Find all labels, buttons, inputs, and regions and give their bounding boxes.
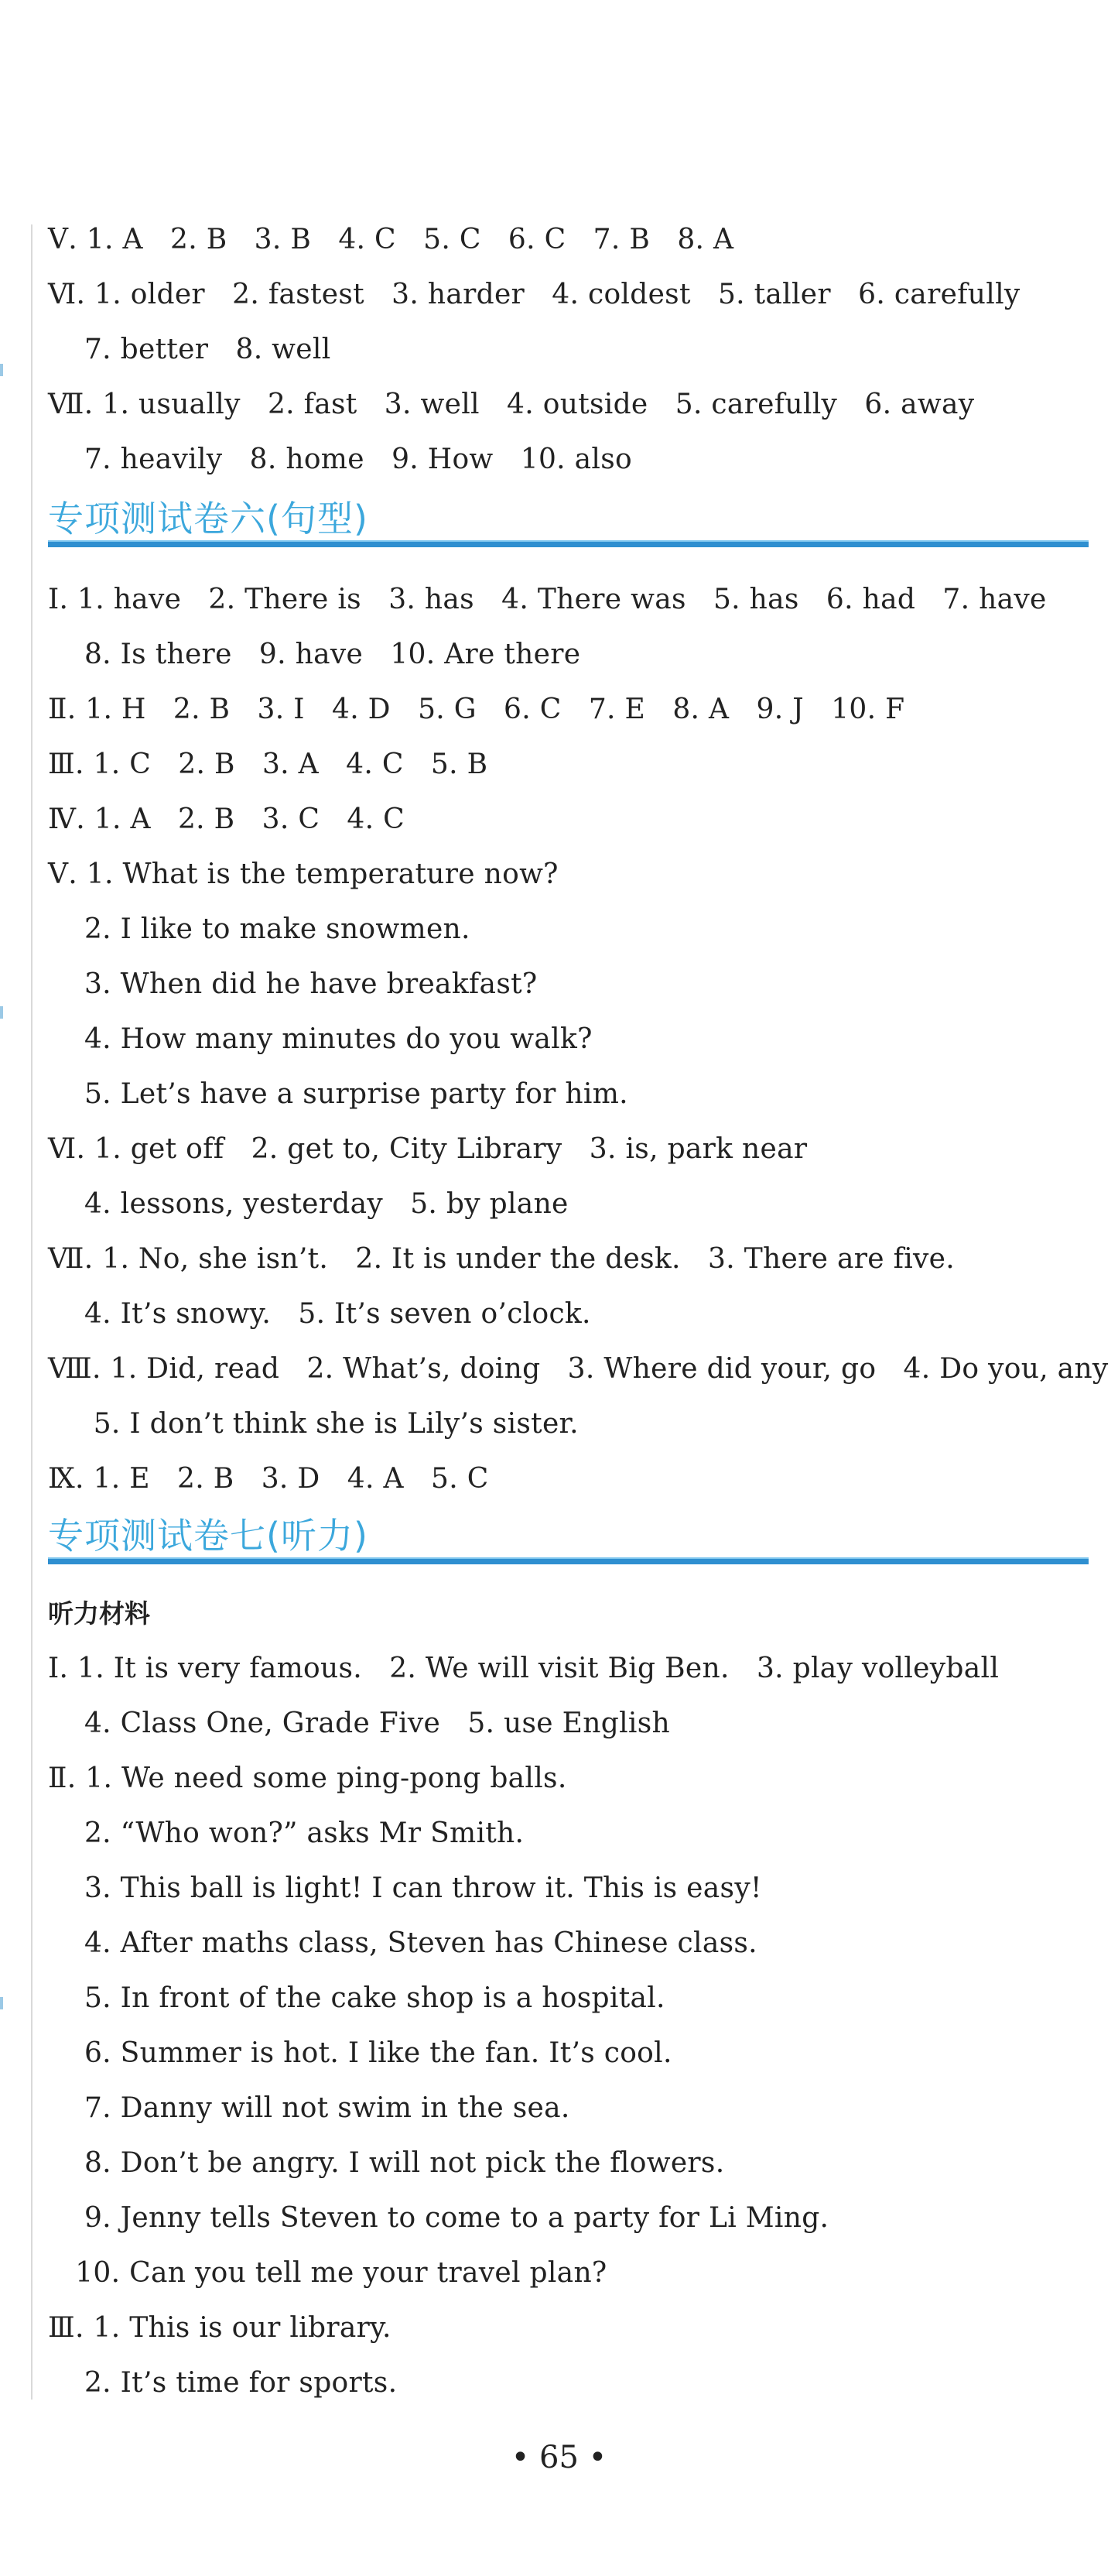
answer-line: 6. Summer is hot. I like the fan. It’s cool. [48, 2037, 672, 2069]
page-number: • 65 • [511, 2440, 607, 2475]
answer-line: 2. I like to make snowmen. [48, 913, 470, 945]
section-heading: 专项测试卷六(句型) [48, 498, 368, 540]
answer-line: Ⅶ. 1. No, she isn’t. 2. It is under the desk. 3. There are five. [48, 1243, 955, 1275]
answer-line: 2. It’s time for sports. [48, 2367, 398, 2399]
listening-material-subheading: 听力材料 [48, 1598, 150, 1629]
answer-line: 3. This ball is light! I can throw it. This is easy! [48, 1872, 762, 1904]
answer-line: Ⅵ. 1. older 2. fastest 3. harder 4. coldest 5. taller 6. carefully [48, 279, 1021, 310]
answer-line: 8. Is there 9. have 10. Are there [48, 639, 581, 670]
margin-mark [0, 1997, 3, 2009]
answer-line: 8. Don’t be angry. I will not pick the flowers. [48, 2147, 725, 2179]
answer-line: 5. In front of the cake shop is a hospital. [48, 1982, 665, 2014]
answer-line: Ⅲ. 1. This is our library. [48, 2312, 391, 2344]
heading-underline [48, 1557, 1089, 1564]
answer-line: 7. heavily 8. home 9. How 10. also [48, 444, 632, 475]
answer-line: 7. better 8. well [48, 334, 331, 365]
section-heading: 专项测试卷七(听力) [48, 1515, 368, 1557]
left-margin-rule [31, 224, 32, 2400]
answer-line: Ⅴ. 1. What is the temperature now? [48, 858, 559, 890]
answer-line: 4. It’s snowy. 5. It’s seven o’clock. [48, 1298, 591, 1330]
answer-line: Ⅳ. 1. A 2. B 3. C 4. C [48, 803, 405, 835]
heading-underline [48, 540, 1089, 547]
answer-line: 4. Class One, Grade Five 5. use English [48, 1708, 670, 1739]
answer-line: Ⅶ. 1. usually 2. fast 3. well 4. outside 5. carefully 6. away [48, 389, 975, 420]
margin-mark [0, 1006, 3, 1019]
answer-line: 2. “Who won?” asks Mr Smith. [48, 1817, 525, 1849]
answer-line: Ⅵ. 1. get off 2. get to, City Library 3. is, park near [48, 1133, 808, 1165]
answer-line: Ⅱ. 1. We need some ping-pong balls. [48, 1762, 567, 1794]
answer-line: 3. When did he have breakfast? [48, 968, 538, 1000]
answer-line: 5. Let’s have a surprise party for him. [48, 1078, 628, 1110]
answer-line: Ⅴ. 1. A 2. B 3. B 4. C 5. C 6. C 7. B 8. A [48, 224, 734, 255]
answer-line: Ⅰ. 1. It is very famous. 2. We will visit Big Ben. 3. play volleyball [48, 1653, 1000, 1684]
answer-line: Ⅲ. 1. C 2. B 3. A 4. C 5. B [48, 748, 488, 780]
answer-line: 9. Jenny tells Steven to come to a party for Li Ming. [48, 2202, 829, 2234]
answer-line: Ⅷ. 1. Did, read 2. What’s, doing 3. Where did your, go 4. Do you, any [48, 1353, 1109, 1385]
answer-line: 7. Danny will not swim in the sea. [48, 2092, 570, 2124]
answer-line: 4. lessons, yesterday 5. by plane [48, 1188, 569, 1220]
answer-line: 4. After maths class, Steven has Chinese class. [48, 1927, 757, 1959]
margin-mark [0, 364, 3, 376]
answer-line: Ⅸ. 1. E 2. B 3. D 4. A 5. C [48, 1463, 489, 1495]
answer-line: Ⅱ. 1. H 2. B 3. I 4. D 5. G 6. C 7. E 8. A 9. J 10. F [48, 694, 905, 725]
answer-line: Ⅰ. 1. have 2. There is 3. has 4. There was 5. has 6. had 7. have [48, 584, 1047, 615]
answer-line: 5. I don’t think she is Lily’s sister. [48, 1408, 579, 1440]
answer-line: 4. How many minutes do you walk? [48, 1023, 593, 1055]
answer-line: 10. Can you tell me your travel plan? [48, 2257, 607, 2289]
